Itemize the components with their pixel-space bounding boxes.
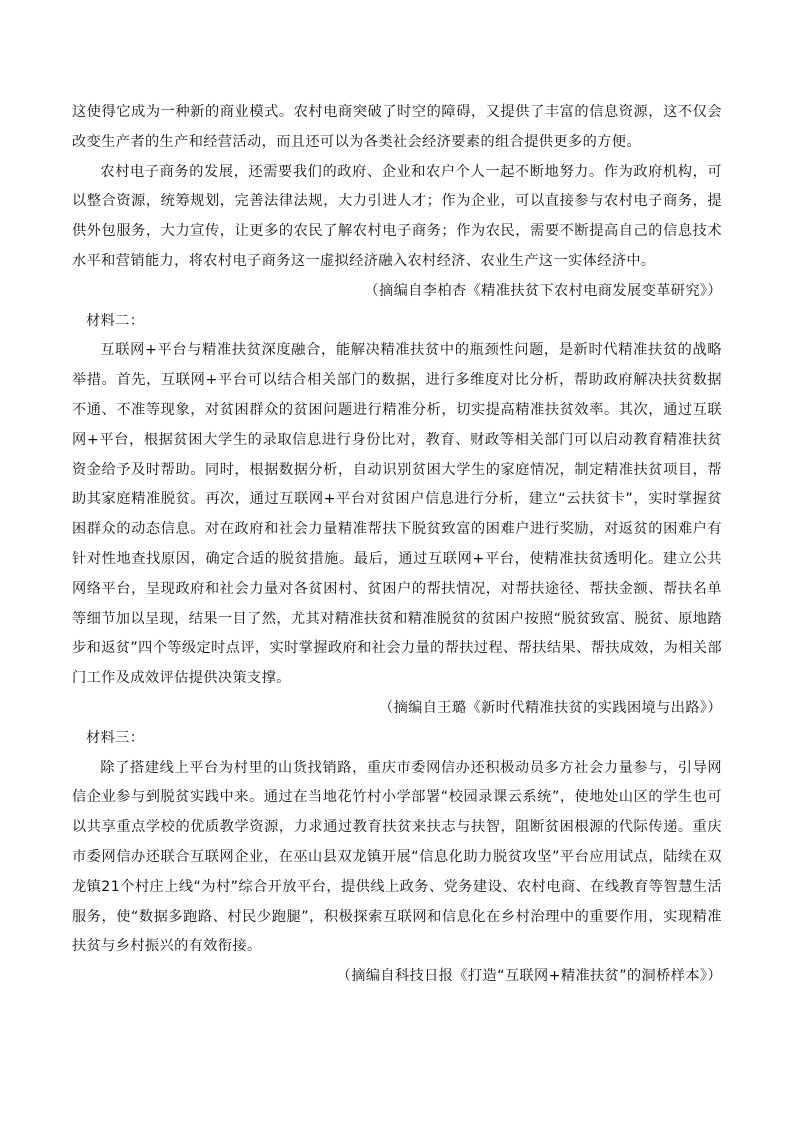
material2-heading: 材料二： bbox=[86, 312, 145, 329]
material1-source: （摘编自李柏杏《精准扶贫下农村电商发展变革研究》） bbox=[364, 282, 722, 299]
document-page bbox=[72, 98, 722, 992]
material3-source: （摘编自科技日报《打造“互联网+精准扶贫”的洞桥样本》） bbox=[336, 968, 722, 985]
material2-source: （摘编自王璐《新时代精准扶贫的实践困境与出路》） bbox=[378, 699, 722, 716]
material3-paragraph: 除了搭建线上平台为村里的山货找销路，重庆市委网信办还积极动员多方社会力量参与，引导网信企业参与到脱贫实践中来。通过在当地花竹村小学部署“校园录课云系统”，使地处山区的学生也可以共享重点学校的优质教学资源，力求通过教育扶贫来扶志与扶智，阻断贫困根源的代际传递。重庆市委网信办还联合互联网企业，在巫山县双龙镇开展“信息化助力脱贫攻坚”平台应用试点，陆续在双龙镇21个村庄上线“为村”综合开放平台，提供线上政务、党务建设、农村电商、在线教育等智慧生活服务，使“数据多跑路、村民少跑腿”，积极探索互联网和信息化在乡村治理中的重要作用，实现精准扶贫与乡村振兴的有效衔接。 bbox=[72, 759, 722, 955]
material3-heading: 材料三： bbox=[86, 729, 145, 746]
material1-paragraph-2: 农村电子商务的发展，还需要我们的政府、企业和农户个人一起不断地努力。作为政府机构，可以整合资源，统筹规划，完善法律法规，大力引进人才；作为企业，可以直接参与农村电子商务，提供外包服务，大力宣传，让更多的农民了解农村电子商务；作为农民，需要不断提高自己的信息技术水平和营销能力，将农村电子商务这一虚拟经济融入农村经济、农业生产这一实体经济中。 bbox=[72, 163, 722, 269]
material1-paragraph-1: 这使得它成为一种新的商业模式。农村电商突破了时空的障碍，又提供了丰富的信息资源，这不仅会改变生产者的生产和经营活动，而且还可以为各类社会经济要素的组合提供更多的方便。 bbox=[72, 104, 722, 150]
material2-paragraph: 互联网+平台与精准扶贫深度融合，能解决精准扶贫中的瓶颈性问题，是新时代精准扶贫的战略举措。首先，互联网+平台可以结合相关部门的数据，进行多维度对比分析，帮助政府解决扶贫数据不通、不准等现象，对贫困群众的贫困问题进行精准分析，切实提高精准扶贫效率。其次，通过互联网+平台，根据贫困大学生的录取信息进行身份比对，教育、财政等相关部门可以启动教育精准扶贫资金给予及时帮助。同时，根据数据分析，自动识别贫困大学生的家庭情况，制定精准扶贫项目，帮助其家庭精准脱贫。再次，通过互联网+平台对贫困户信息进行分析，建立“云扶贫卡”，实时掌握贫困群众的动态信息。对在政府和社会力量精准帮扶下脱贫致富的困难户进行奖励，对返贫的困难户有针对性地查找原因，确定合适的脱贫措施。最后，通过互联网+平台，使精准扶贫透明化。建立公共网络平台，呈现政府和社会力量对各贫困村、贫困户的帮扶情况，对帮扶途径、帮扶金额、帮扶名单等细节加以呈现，结果一目了然，尤其对精准扶贫和精准脱贫的贫困户按照“脱贫致富、脱贫、原地踏步和返贫”四个等级定时点评，实时掌握政府和社会力量的帮扶过程、帮扶结果、帮扶成效，为相关部门工作及成效评估提供决策支撑。 bbox=[72, 342, 722, 687]
